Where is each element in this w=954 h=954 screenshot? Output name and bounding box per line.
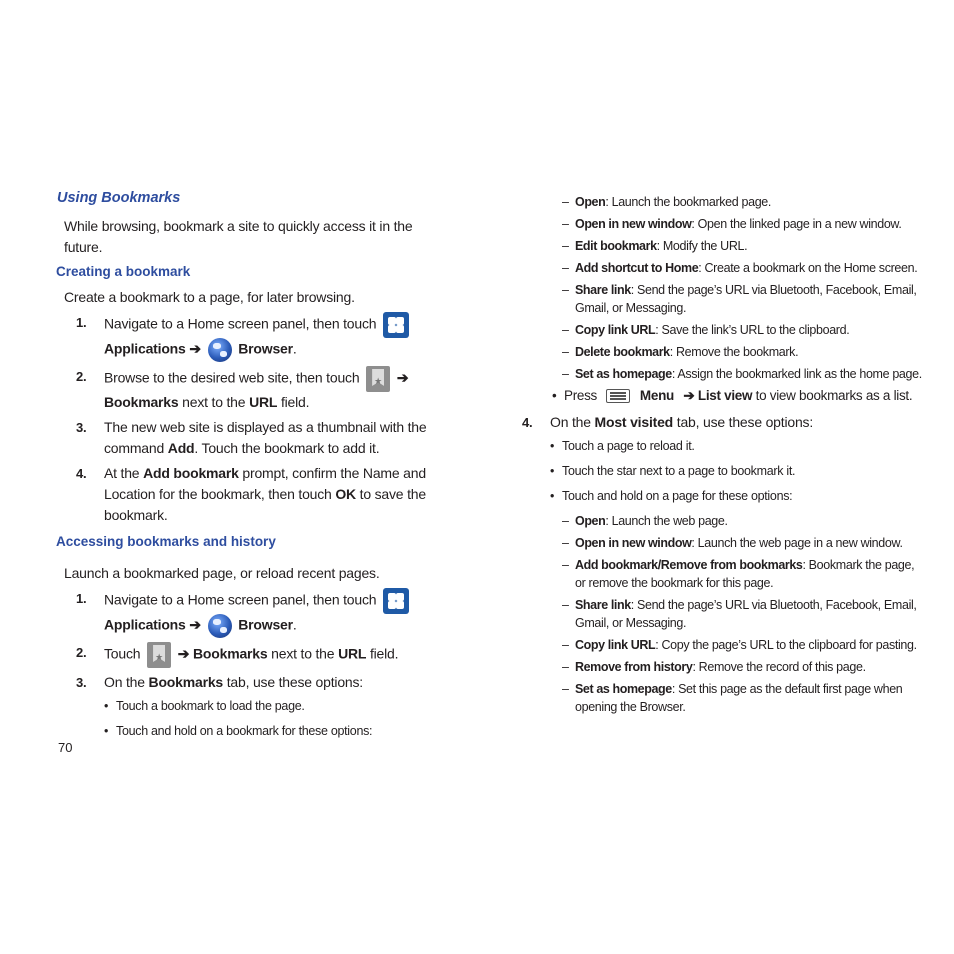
creating-step-4: 4. At the Add bookmark prompt, confirm the Name and Location for the bookmark, then touch OK to save the bookmark. [56, 463, 446, 526]
arrow-glyph: ➔ [396, 369, 409, 386]
creating-intro: Create a bookmark to a page, for later browsing. [64, 289, 355, 305]
add-bookmark-label: Add bookmark [143, 465, 239, 481]
arrow-glyph: ➔ [189, 616, 201, 633]
list-item: – Remove from history: Remove the record of this page. [562, 660, 866, 674]
step-number: 4. [522, 415, 533, 430]
step-number: 3. [76, 675, 87, 690]
list-item: – Copy link URL: Copy the page’s URL to the clipboard for pasting. [562, 638, 917, 652]
applications-grid-icon [383, 312, 409, 338]
accessing-intro: Launch a bookmarked page, or reload recent pages. [64, 565, 380, 581]
menu-key-icon [606, 389, 630, 403]
list-item: • Touch a bookmark to load the page. [104, 699, 305, 713]
url-label: URL [338, 645, 367, 662]
most-visited-label: Most visited [594, 414, 674, 430]
list-item: – Share link: Send the page’s URL via Bluetooth, Facebook, Email, Gmail, or Messaging. [562, 283, 917, 315]
list-item: – Edit bookmark: Modify the URL. [562, 239, 748, 253]
list-item: – Open: Launch the web page. [562, 514, 728, 528]
right-column [522, 193, 922, 720]
list-item: • Touch the star next to a page to bookmark it. [550, 464, 796, 478]
step-number: 3. [76, 420, 87, 435]
url-label: URL [249, 394, 278, 410]
list-item: – Share link: Send the page’s URL via Bluetooth, Facebook, Email, Gmail, or Messaging. [562, 598, 917, 630]
left-column [56, 190, 446, 747]
creating-step-2: 2. Browse to the desired web site, then touch ★ ➔ Bookmarks next to the URL field. [56, 366, 446, 413]
list-item: • Touch a page to reload it. [550, 439, 695, 453]
browser-label: Browser [238, 340, 293, 357]
list-item: – Add shortcut to Home: Create a bookmark on the Home screen. [562, 261, 918, 275]
step-number: 4. [76, 466, 87, 481]
accessing-step-1: 1. Navigate to a Home screen panel, then touch Applications ➔ Browser. [56, 588, 446, 638]
page-number: 70 [58, 740, 73, 755]
list-item: – Delete bookmark: Remove the bookmark. [562, 345, 799, 359]
step-text: Browse to the desired web site, then touch [104, 369, 360, 386]
arrow-glyph: ➔ [177, 645, 190, 662]
section-heading: Using Bookmarks [57, 190, 181, 206]
bookmarks-label: Bookmarks [193, 645, 268, 662]
list-item: – Set as homepage: Set this page as the default first page when opening the Browser. [562, 682, 903, 714]
bookmark-options-list [562, 193, 922, 383]
most-visited-step-4: 4. On the Most visited tab, use these options: [502, 412, 922, 433]
list-item: • Touch and hold on a page for these options: [550, 489, 793, 503]
list-item: – Set as homepage: Assign the bookmarked link as the home page. [562, 367, 922, 381]
step-number: 1. [76, 315, 87, 330]
creating-step-3: 3. The new web site is displayed as a thumbnail with the command Add. Touch the bookmark to add it. [56, 417, 446, 459]
bookmarks-tab-label: Bookmarks [148, 674, 223, 690]
list-view-label: List view [697, 388, 753, 403]
step-number: 2. [76, 369, 87, 384]
list-item: – Open in new window: Launch the web page in a new window. [562, 536, 903, 550]
applications-label: Applications [104, 340, 186, 357]
browser-label: Browser [238, 616, 293, 633]
arrow-glyph: ➔ [683, 388, 695, 403]
menu-label: Menu [639, 388, 674, 403]
step-number: 1. [76, 591, 87, 606]
step-number: 2. [76, 645, 87, 660]
list-item: – Copy link URL: Save the link’s URL to the clipboard. [562, 323, 850, 337]
bookmark-icon: ★ [366, 366, 390, 392]
list-item: – Add bookmark/Remove from bookmarks: Bookmark the page, or remove the bookmark for this page. [562, 558, 915, 590]
add-label: Add [167, 440, 195, 456]
section-intro: While browsing, bookmark a site to quickly access it in the future. [64, 218, 413, 255]
bookmarks-tab-bullets [104, 697, 446, 740]
most-visited-bullets [550, 437, 922, 505]
accessing-step-3: 3. On the Bookmarks tab, use these options: [56, 672, 446, 693]
creating-step-1: 1. Navigate to a Home screen panel, then touch Applications ➔ Browser. [56, 312, 446, 362]
list-item: • Touch and hold on a bookmark for these options: [104, 724, 373, 738]
browser-globe-icon [208, 338, 232, 362]
browser-globe-icon [208, 614, 232, 638]
bookmark-icon: ★ [147, 642, 171, 668]
applications-label: Applications [104, 616, 186, 633]
press-menu-item: • Press Menu ➔ List view to view bookmarks as a list. [552, 388, 913, 403]
list-item: – Open: Launch the bookmarked page. [562, 195, 772, 209]
applications-grid-icon [383, 588, 409, 614]
step-text: Navigate to a Home screen panel, then touch [104, 315, 377, 332]
page-options-list [562, 512, 922, 716]
list-item: – Open in new window: Open the linked page in a new window. [562, 217, 902, 231]
subheading-accessing: Accessing bookmarks and history [56, 534, 276, 549]
subheading-creating: Creating a bookmark [56, 264, 191, 279]
arrow-glyph: ➔ [189, 340, 201, 357]
bookmarks-label: Bookmarks [104, 394, 179, 410]
ok-label: OK [335, 486, 356, 502]
accessing-step-2: 2. Touch ★ ➔ Bookmarks next to the URL field. [56, 642, 446, 668]
